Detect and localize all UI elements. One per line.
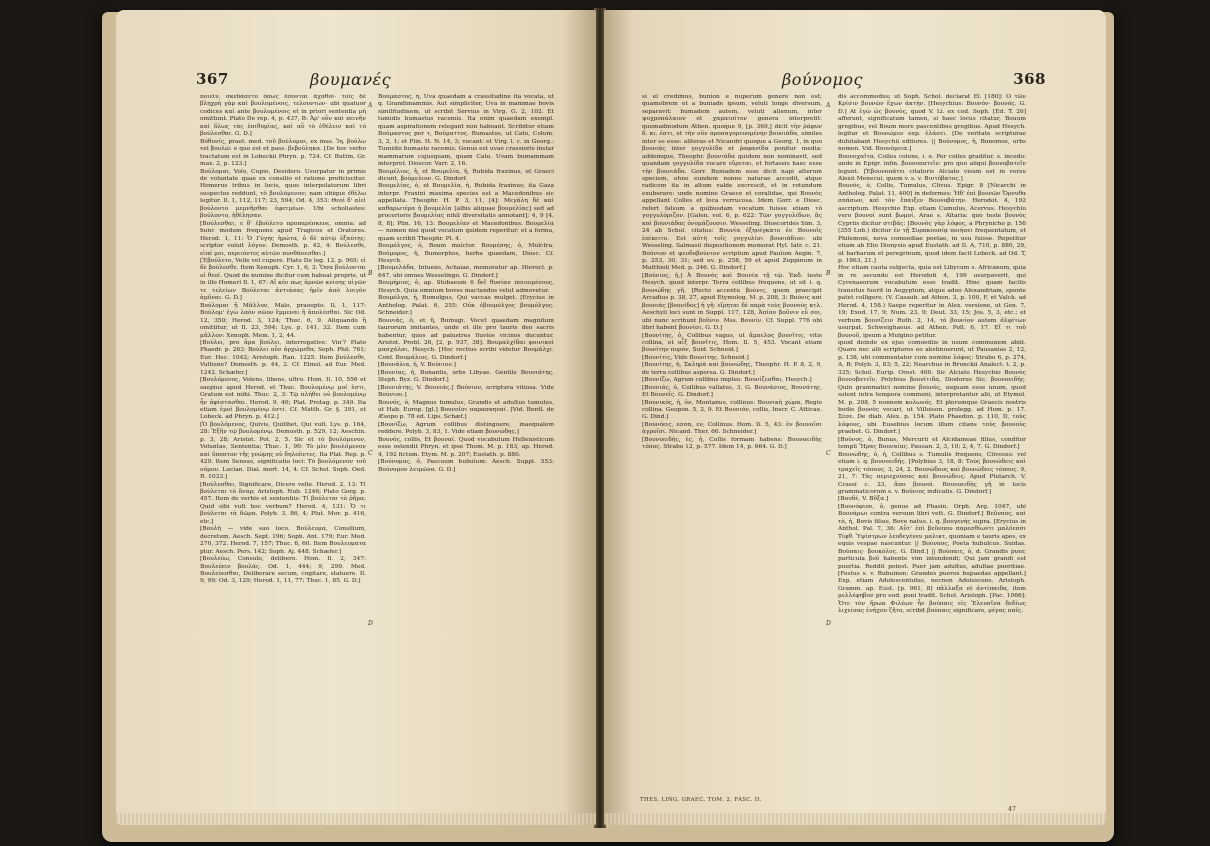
dictionary-entry: Βουμόλγος, ὁ, Boum mulctor. Βουμέσης, ὁ, Mulctra. Βούμορος, ἡ, Bumorphos, herba quaedam, Diosc. Cf. Hesych.	[378, 243, 554, 264]
margin-letter: A	[826, 102, 831, 109]
dictionary-entry: Βουνώδης, ὁ, ἡ, Collibus s. Tumulis frequens, Clivosus: vel etiam i. q. βουνοειδής. [Polybius 3, 18, 8: Τοὺς βουνώδεις καὶ τραχεῖς τόπους. 3, 24, 2. Βουνώδους καὶ βουνώδεις τόπους. 9, 21, 7: Τὰς περιεχούσας καὶ βουνώδεις. Apud Plutarch. V. Crassi c. 23, ἄπο βουνοὶ. Βουνοειδὴς γῆ in locis grammaticorum s. v. Βούνιος indicatis. G. Dindorf.]	[838, 451, 1026, 496]
margin-letter: C	[826, 450, 831, 457]
dictionary-entry: Βούλομαι, Volo, Cupio, Desidero. Usurpatur in primis de voluntate quae ex consilio et ratione proficiscitur. Homerus tribus in locis, quos interpolatorum libri suspectos reddunt, τὸ βουλόμενον; nam ubique ἐθέλω legitur. Il. 1, 112, 117; 23, 594; Od. 4, 353: Θεοὶ δ' αἰεὶ βούλοντο μεμνῆσθαι ἐφετμέων. Ubi scholiastes: βούλοντο, ἠθέλησαν.	[200, 168, 366, 220]
dictionary-entry: Βόθυνίς, praet. med. τοῦ βούλομαι, ex inus. Ἰη. βούλω vel βουλῶ: e quo est et pass. βεβούληκα. [De hoc verbo tractatum est in Lobeckii Phryn. p. 724. Cf. Buttm. Gr. max. 2, p. 123.]	[200, 138, 366, 168]
dictionary-entry: quod deinde ex ejus comoediis in usum communem abiit. Quare nec alii scriptores eo abstinuerunt, ut Pausanias 2, 12, p. 138, ubi commentator cum nomine λόφος: Strabo 6, p. 274, A, B; Polyb. 3, 83; 5, 22; Nearchus in Brunckii Analect. t. 2, p. 335; Schol. Eurip. Orest. 400. Sic Alciato Hesychio Βουνὸς βουνοβατεῖν, Polybius βουνίτιδα, Diodorus Sic. βουνοειδής. Quin grammatici nomine βουνός, usquam esse unum, quod solent intra tempora communi, interpretantur alii, ut Etymol. M. p. 208, 5 nonnem κολωνός. Et plerumque Graecis nostris bodie βουνὸς vocari, ut Villoison. prolegg. ad Hom. p. 17. Σέσε. De diab. Alex. p. 154. Plato Phaedon. p. 110, D, τοὺς λόφους, ubi Eusebius locum illum citans τοὺς βουνοὺς praebet. G. Dindorf.]	[838, 339, 1026, 436]
dictionary-entry: Βουμήριος, ὁ, ap. Stobaeum 6 δεῖ θυσίαν ποιουμένους, Hesych. Quia omnium boves mactandos velut admovetur.	[378, 280, 554, 294]
dictionary-entry: [Βούνομος, ὁ, Pascuum bubulum: Aesch. Suppl. 553: Βούνομον λειμῶνα. G. D.]	[378, 459, 554, 473]
left-column-1	[200, 94, 366, 799]
dictionary-entry: Βουμόλγα, ἡ, Bumolgus, Qui vaccas mulget. [Erycius in Antholog. Palat. 6, 255: Οὐκ ἐβουμόλγος βουμόλγος. Schneider.]	[378, 295, 554, 317]
dictionary-entry: Βουμέλιος, ἡ, et Βουμελία, ἡ, Rubida fraxinus, ut Graeci dicunt, βούμελιον. G. Dindorf.	[378, 168, 554, 182]
dictionary-entry: dis accommodus; ut Soph. Schol. declarat El. [180]: Ὁ τῶν Κρίσιν βουνῶν ἔχων ἀκτήν. [Hesychius: Βουνόν· βουνός. G. D.] At ἐγὼ ὡς βουνὸς, quod V. Li. ex cod. Soph. [Ed. T. 26] afferunt, significatum tamen, si haec locus citatur, Bouum gregibus, vel Boum more pascentibus gregibus. Apud Hesych. legitur et Βουνώμεν exp. ἐλάσει. [De veritate scripturae dubitabant Hesychii editores. || Βούνομος, ἡ, Bonomos, urbs nomen. Vid. Βουνόμεια.]	[838, 94, 1026, 153]
right-headword: βούνομος	[782, 70, 863, 89]
dictionary-entry: [Βουνόφιον, ὁ, genus ad Phasin. Orph. Arg. 1047, ubi Βουνάρωι contra versum libri vett. G. Dindorf.] Βεῦνπος, καὶ τὸ, ἡ, Bovis filius, Bove natus. i. q. βουγενής supra. [Erycius in Anthol. Pal. 7, 36: Αὗτ' ἐπὶ βεῦνπου παρεσθίωντι μαλόεσσι Τίφθ. Ὑψίστρων λευδεγένευ μαλικτ, quoniam e tauris apes, ex equis vespae nascuntur. || Βούνπος, Poeta hubulcus. Suidas. Βούπαις· βουκόλος. G. Dind.] || Βούπαις, ὁ, d. Grandis puer, particula βοῦ habente vim intendendi; Qui jam grandi est puertia. Reddit potest. Puer jam adultus, adultae pueritiae. [Festus s. v. Bubuinon: Grandes pueros bupaedas appellant.] Exp. etiam Adolescentulus, necnon Adolescens. Aristoph. Gramm. ap. Eust. [p. 961, 8] πᾶλλαξα et ἀντίπαιδα, item μελλέφηβον pro eod. poni tradit. Schol. Aristoph. [Pac. 1066]: Ὅτε τὸν ἥρωα Φιλέων ἦν βούπαις εἰς Ἐλευσῖνα δεδίως λιχείσας ἐνήχου ζῆτο, scribit βούπαις significare, μέγας παῖς.	[838, 503, 1026, 615]
dictionary-entry: [Βουνιάτης, V. Βουνιάς.] Βούνιον, scriptura vitiosa. Vide Βούνιον.]	[378, 384, 554, 399]
dictionary-entry: [Βούνος, ὁ, Bunus, Mercurii et Alcidameae filius, conditor templi Ἥρας Βουναίας. Pausan. 2, 3, 10; 2, 4, 7. G. Dindorf.]	[838, 436, 1026, 451]
dictionary-entry: [Βουμελάδα, Intuens, Achaiae, memoratur ap. Hierocl. p. 647, ubi omnes Wesselingo. G. Dindorf.]	[378, 265, 554, 279]
dictionary-entry: [Βουλεύω, Consulo, delibero. Hom. Il. 2, 347: Βουλεύειν βουλάς. Od. 1, 444; 9, 299. Med. Βουλεύεσθαι, Deliberare secum, cogitare, statuere. Il. 9, 99; Od. 3, 129; Herod. 1, 11, 77; Thuc. 1, 85. G. D.]	[200, 556, 366, 585]
page-edge	[604, 813, 1106, 825]
dictionary-entry: [Βούνιος, ἡ,] Ἀ Βουνὸς καὶ Βουνία τῇ τῷ. Ἐκδ. teste Hesych. quod interpr. Terra collibus frequens, ut sit i. q. βουνώδης γῆ. [Recto accentu βούνις, quem praecipit Arcadius p. 38, 27, apud Etymolog. M. p. 208, 3: Βούνις καὶ βουνιάς [βουνίδος] ἡ γῆ· εἴρηται δὲ παρὰ τοὺς βουνοὺς κτλ. Aeschyli loci sunt in Suppl. 117, 128, Ἀπίαν βοῦνιν εὖ σοι, ubi nunc scribunt βοῦνιν. Mss. Βουνίν. Cf. Suppl. 776 ubi libri habent βουνίσι. G. D.]	[642, 272, 822, 332]
dictionary-entry: [Βουνικός, ἡ, ὁν, Montanus, collinus: Βουνικὴ χώρα, Regio collina. Geopon. 5, 2, 9. Et Βουνιόν, collis, Inscr. C. Atticae. G. Dind.]	[642, 399, 822, 421]
dictionary-entry: Βουνός, ὁ, Magnus tumulus, Grandis et adultus tumulus, ut Hab. Europ. [gl.] Βουνοῖσι παρασκηναί. [Vid. Bentl. de Æsopo p. 78 ed. Lips. Schæf.]	[378, 399, 554, 421]
dictionary-entry: Βούμαστος, ἡ, Uva quaedam a crassitudine ita vocata, ut q. Grandimammis. Aut simpliciter, Uva in mammae bovis similitudinem, ut scribit Servius in Virg. G. 2, 102. Et tumidis bumastus racemis. Ita enim quaedam exempl. quam aspirationem relegant non habeant. Scribitur etiam Βούμαστος per τ, Βούματτος. Bumastus, ut Cato, Colum. 3, 2, 1; et Plin. H. N. 14, 3; vocant: et Virg. l. c. in Georg.: Tumidis bumaste racemis. Genus est uvae crassioris instar mammarum cujusquam, quam Cato. Uvam bumammam interpret. Dioscor. Varr. 2, 16.	[378, 94, 554, 168]
right-column-1	[642, 94, 822, 799]
dictionary-entry: [Βουνίζω, Agrum collibus distinguere, inaequalem reddere. Polyb. 3, 83, 1. Vide etiam βουνώδης.]	[378, 421, 554, 436]
dictionary-entry: [Βουνίτης, ὁ, Collibus vagus, ut ἄμπελος βουνῖτις, vitis collina, et αἶξ βουνῖτις, Hom. Il. 5, 453. Vocant etiam βουνίτην πυρόν, Suid. Schneid.]	[642, 332, 822, 354]
margin-letter: B	[368, 270, 373, 277]
margin-letter: C	[368, 450, 373, 457]
dictionary-entry: [Βουνάλια, ἡ, V. Βούνιον.]	[378, 362, 456, 369]
dictionary-entry: [Βουνοειδής, ἐς, ἡ, Collis formam habens: Βουνοειδὴς τόπος. Strabo 12, p. 577. Idem 14, p. 664. G. D.]	[642, 436, 822, 451]
margin-letter: A	[368, 102, 373, 109]
dictionary-entry: Βούλομαι ἢ Μᾶλλον, Malo, praeopto. Il. 1, 117: Βούλομ' ἐγὼ λαὸν σῶον ἔμμεναι ἢ ἀπολέσθαι. Sic Od. 12, 350; Herod. 3, 124; Thuc. 6, 9. Aliquando ἢ omittitur, ut Il. 23, 594; Lys. p. 141, 32. Item cum μᾶλλον: Xenoph. Mem. 1, 2, 44.	[200, 302, 366, 339]
dictionary-entry: Βουνός, ὁ, Collis, Tumulus, Clivus. Epigr. 8 [Nicarchi in Antholog. Palat. 11, 400] in deformes: Ἠδ' ἐπὶ βουνῶν Ὄρνυθα σπάσων, καὶ τὸν ἔπαιξεν Βουνοβάτην. Herodot. 4, 192 ascriptum. Hesychio Exp. etiam Cumulus, Acervus. Hesychio vero βουνοί sunt βωμοί, Arae s. Altaria: quo teste βουνὸς Cypriis dicitur στιβάς: [Βουνὸς γὰρ λόφος, a Phrynicho p. 156 (355 Lob.) dicitur ἐν τῇ Συρακουσίᾳ ποιήσει frequentatum, et Philemoni, nova comoediae poetae, in usu fuisse. Repetitur etiam ab Elio Dionysio apud Eustath. ad Il. A, 710, p. 880, 29, ut barbarum et peregrinum, quod idem facit Lobeck. ad Od. T, p. 1863, 21.]	[838, 183, 1026, 264]
left-column-2	[378, 94, 554, 799]
page-edge	[116, 813, 596, 825]
right-page	[604, 10, 1106, 825]
dictionary-entry: [Ὁ βουλόμενος, Quivis, Quilibet, Qui vult. Lys. p. 164, 28: Ἐξῆν τῷ βουλομένῳ. Demosth. p. 529, 12; Aeschin. p. 3, 28; Aristot. Pol. 2, 5. Sic et τὸ βουλόμενον, Voluntas, Sententia; Thuc. 1, 90: Τὸ μὲν βουλόμενον καὶ ὕποπτον τῆς γνώμης οὐ δηλοῦντες. Ita Plat. Rep. p. 429. Item Sensus, significatio loci: Τὸ βουλόμενον τοῦ νόμου. Lucian. Dial. mort. 14, 4. Cf. Schol. Soph. Oed. R. 1033.]	[200, 421, 366, 481]
left-headword: βουμανές	[310, 70, 392, 89]
dictionary-entry: [Βουδέ, V. Βῦξα.]	[838, 496, 889, 503]
dictionary-entry: Βουνοχαῖτα, Colles colens, i. e. Per colles graditur. s. incedo: unde in Epigr. infin. βουνοπατεῖν: pro quo aliqui βουνοβατεῖν legunt. [Ἐβουνοπάτει citatoris Alciato visum est in versu Alexii Menecui, quem v. s. v. Βιντόβατος.]	[838, 153, 1026, 182]
dictionary-entry: [Βουνίτης, ἡ, Σκληρὰ καὶ βουνώδης, Theophr. H. P. 8, 2, 9, de terra collibus aspersa. G. Dindorf.]	[642, 362, 822, 376]
dictionary-entry: [Βουνόεις, εσσα, εν, Collinus. Hom. Il. 5, 43: ἐν βουνοῖσι ἀγροῖσι. Nicand. Ther. 66. Schneider.]	[642, 421, 822, 436]
dictionary-entry: [Βούλεσθαι, ε δ' ἐβούλετο προπαρέσκευε, omnia: ad hunc modum frequens apud Tragicos et Oratores. Herod. 1, 11: Ὁ Γύγης ἠρώτα, ὁ δὲ αὐτῷ ἐξαύτης: scriptor voluit λόγον. Demosth. p. 42, 4: Βούλεσθε, εἰπέ μοι, περιιόντες αὐτῶν πυνθάνεσθαι.]	[200, 220, 366, 257]
dictionary-entry: Βουμελίας, ὁ, et Βουμελία, ἡ, Rubida fraxinus; ita Gaza interpr. Fraxini maxima species est a Macedonibus sic appellata. Theophr. H. P. 3, 11, [4]: Μεγάλη δὲ καὶ καθαρωτέρα ἡ βουμελία [albis aliquae βουμελίας] sed ad procerioris βουμελίας nihil diversitatis annotant]; 4, 9 [4, 8, 8]; Plin. 16, 13: Βουμελίαν et Macedonibus. Βουμελία — nomen nisi quod vocatum quidem reperitur; et a forma, quam scribit Theophr. Pl. 4.	[378, 183, 554, 242]
dictionary-entry: Βουνιάς, ὁ, et ἡ, Bumugi. Vocet quaedam magnitum taurorum imitantes, unde et ille pro tauris deo sacris habentur, quos ad palustres fluvios vicinos ducuntur. Aristot. Probl. 26, [2, p. 937, 38]. Βουμαλχίδαι φοινικοὶ μασχάλαι, Hesych. [Hoc rectius scribi videtur Βουμάλχι. Conf. Βουμάλιος. G. Dindorf.]	[378, 317, 554, 361]
dictionary-entry: ποιεῖν, σκεδάσετο ὅπως ἔσονται ἄχαθοί· τοῖς δὲ βληχρὴ γὰρ καὶ βουλομένοις, τελουντων· ubi quatuor codices καὶ ante βουλομένοις et in priori sententia μὴ omittunt. Plato De rep. 4, p. 437, B: Ἀρ' οὖν καὶ πεινῆν καὶ ὅλως τὰς ἐπιθυμίας, καὶ αὖ τὸ ἐθέλειν καὶ τὸ βούλεσθαι. G. D.]	[200, 94, 366, 138]
dictionary-entry: [Βουνιάς, ὁ, Collibus vallatus, 3, G. Βουνάσιος, Βουνάτης. Et Βουνεῖς. G. Dindorf.]	[642, 384, 822, 399]
left-page-number: 367	[196, 70, 229, 88]
right-page-number: 368	[1013, 70, 1046, 88]
left-page	[116, 10, 596, 825]
dictionary-entry: [Βουνίζω, Agrum collibus impleo. Βουνίζεσθαι, Hesych.]	[642, 377, 812, 384]
dictionary-entry: [Βουλόμενος, Volens, libens, ultro. Hom. Il. 10, 556 et saepius apud Herod. et Thuc. Βουλομένῳ μοί ἐστι, Gratum est mihi. Thuc. 2, 3: Τῷ πλήθει οὐ βουλομένῳ ἦν ἀφίστασθαι. Herod. 9, 46; Plat. Protag. p. 349. Ita etiam ἐμοὶ βουλομένῳ ἐστί. Cf. Matth. Gr. §. 391, et Lobeck. ad Phryn. p. 412.]	[200, 377, 366, 421]
dictionary-entry: [Βουνίας, ἡ, Bunantis, urbs Libyae. Gentile Βουνιάτης. Steph. Byz. G. Dindorf.]	[378, 369, 554, 384]
right-column-2	[838, 94, 1026, 799]
dictionary-entry: Hoc etiam cauta subjecta, quia est Libycum s. Africanum, quia in re secundo est Herodoti 4, 199 usurpaverit, qui Cyrenaeorum vocabulum esse tradit. Hinc quam facilis transitus fuerit in Aegyptum, atque adeo Alexandriam, sponte patet colligere. (V. Casaub. ad Athen. 3, p. 100, F, et Valck. ad Herod. 4, 158.) Saepe reperitur in Alex. versione, ut Gen. 7, 19; Exod. 17, 9; Num. 23, 9; Deut. 33, 15; Jos. 5, 3, etc.; et verbum βουνίζειν Ruth. 2, 14, τὸ βουνίον autem ἀλφίτων usurpat. Schweighaeus. ad Athen. Poll. 6, 17. Εἴ τι τοῦ βουνοῦ, ipsum a Mulgino petitur.	[838, 265, 1026, 339]
dictionary-entry: [Βούλεσθαι, Significare, Dicere velle. Herod. 2, 13: Τί βούλεται τὸ ὄναρ; Aristoph. Nub. 1246; Plato Gorg. p. 457. Item de verbis et sententiis: Τί βούλεται τὸ ῥῆμα; Quid sibi vult hoc verbum? Herod. 4, 131: Ὅ τι βούλεται τὰ δῶρα. Polyb. 3, 86, 4; Plut. Mor. p. 416, etc.]	[200, 481, 366, 525]
margin-letter: D	[368, 620, 373, 627]
dictionary-entry: [Βουλή — vide suo loco. Βούλευμα, Consilium, decretum. Aesch. Sept. 196; Soph. Ant. 179; Eur. Med. 270, 372. Herod. 7, 157; Thuc. 6, 60. Item Βουλευματα plur. Aesch. Pers. 142; Soph. Aj. 448. Schæfer.]	[200, 526, 366, 555]
dictionary-entry: [Βούλει, pro ἆρα βούλει, interrogative: Vin'? Plato Phaedr. p. 263: Βούλει οὖν ἀρχώμεθα; Soph. Phil. 761; Eur. Hec. 1042; Aristoph. Ran. 1225. Item βούλεσθε, Vultisne? Demosth. p. 44, 2. Cf. Elmsl. ad Eur. Med. 1242. Schæfer.]	[200, 339, 366, 376]
signature-number: 47	[1008, 806, 1017, 813]
dictionary-entry: [Ἐβούλετο, Velle vel cupere. Plato De leg. 12, p. 965: εἰ δὲ βούλεσθε. Item Xenoph. Cyr. 1, 6, 3: Ὅσα βούλονται οἱ θεοί. Quod de numine dicitur cum habeat proprie, ut in illo Homeri Il. 1, 67: Αἴ κέν πως ἀρνῶν κνίσης αἰγῶν τε τελείων Βούλεται ἀντιάσας ἡμῖν ἀπὸ λοιγὸν ἀμῦναι. G. D.]	[200, 257, 366, 302]
margin-letter: B	[826, 270, 831, 277]
dictionary-entry: [Βουνίτις, Vide Βουνίτης. Schneid.]	[642, 354, 749, 361]
dictionary-entry: Βουνός, collis, Et βουναί. Quod vocabulum Hellenisticum esse ostendit Phryn. et ipse Thom. M. p. 163, ap. Herod. 4, 192 fictum. Etym. M. p. 207; Eustath. p. 880.	[378, 436, 554, 458]
dictionary-entry: si ei credimus, bunion e nuperum genere non est; quamobrem et a buniade ipsum, veluti longe diversum, separavit: bumadem autem, veluti alienum, inter ψυχροπάλαιον et χαμαιπίτυν genera interpretit: quemadmodum Athen. quoque 9, [p. 369,] dicit τὴν ῥάφυν δ. κι. ἐστι, et τὴν νῦν προσαγορευομένην βουνιάδα, similes inter se esse: aliteras et Nicandri quoque a Georg. 1, in quo βουνιάς inter γογγυλίδα et ῥαφανίδα ponitur media: addemque, Theophr. βουνιάδα quidem non nominavit, sed quandam γογγυλίδα vocare εὔρεται, et fortassis haec esse τὴν βουνιάδα. Gorr. Buniadem esse dicit napi alterum speciem, ohne eundem nonne naturae accedit, atque radicem ita in altum valde excrescit, et in rotundum exuberare: unde nomine Graece et coralidae, qui Βουνὸς appellant Colles et loca verrucosa. Idem Gorr. e Diosc. refert falsum a quibusdam vocatum fuisse etiam τὸ γογγυλόριζον. [Galen. vol. 6, p. 622: Τῶν γογγυλίδων, ἃς καὶ βουνιάδας ὀνομάζουσιν. Wesseling. Dioscorides Sim. 3, 24 ab Schol. citatus: Βουνία ἐξηνέγκατο ἐν Βουνοῖς ἐπίκειτο. Est αὐτὴ τοῖς γογγυλίσι βουνιάδιον: ubi Wesseling. Salmasii dispositionem memorat Hyl. Iatr. c. 21. Βούνιον et ψευδοβούνιον scriptum apud Paulum Aegin. 7, p. 253, 30, 31; sed uv. p. 258, 59 et apud Zoppinum in Matthioli Med. p. 346. G. Dindorf.]	[642, 94, 822, 272]
signature-line: THES. LING. GRAEC. TOM. 2, FASC. II.	[640, 797, 762, 803]
margin-letter: D	[826, 620, 831, 627]
